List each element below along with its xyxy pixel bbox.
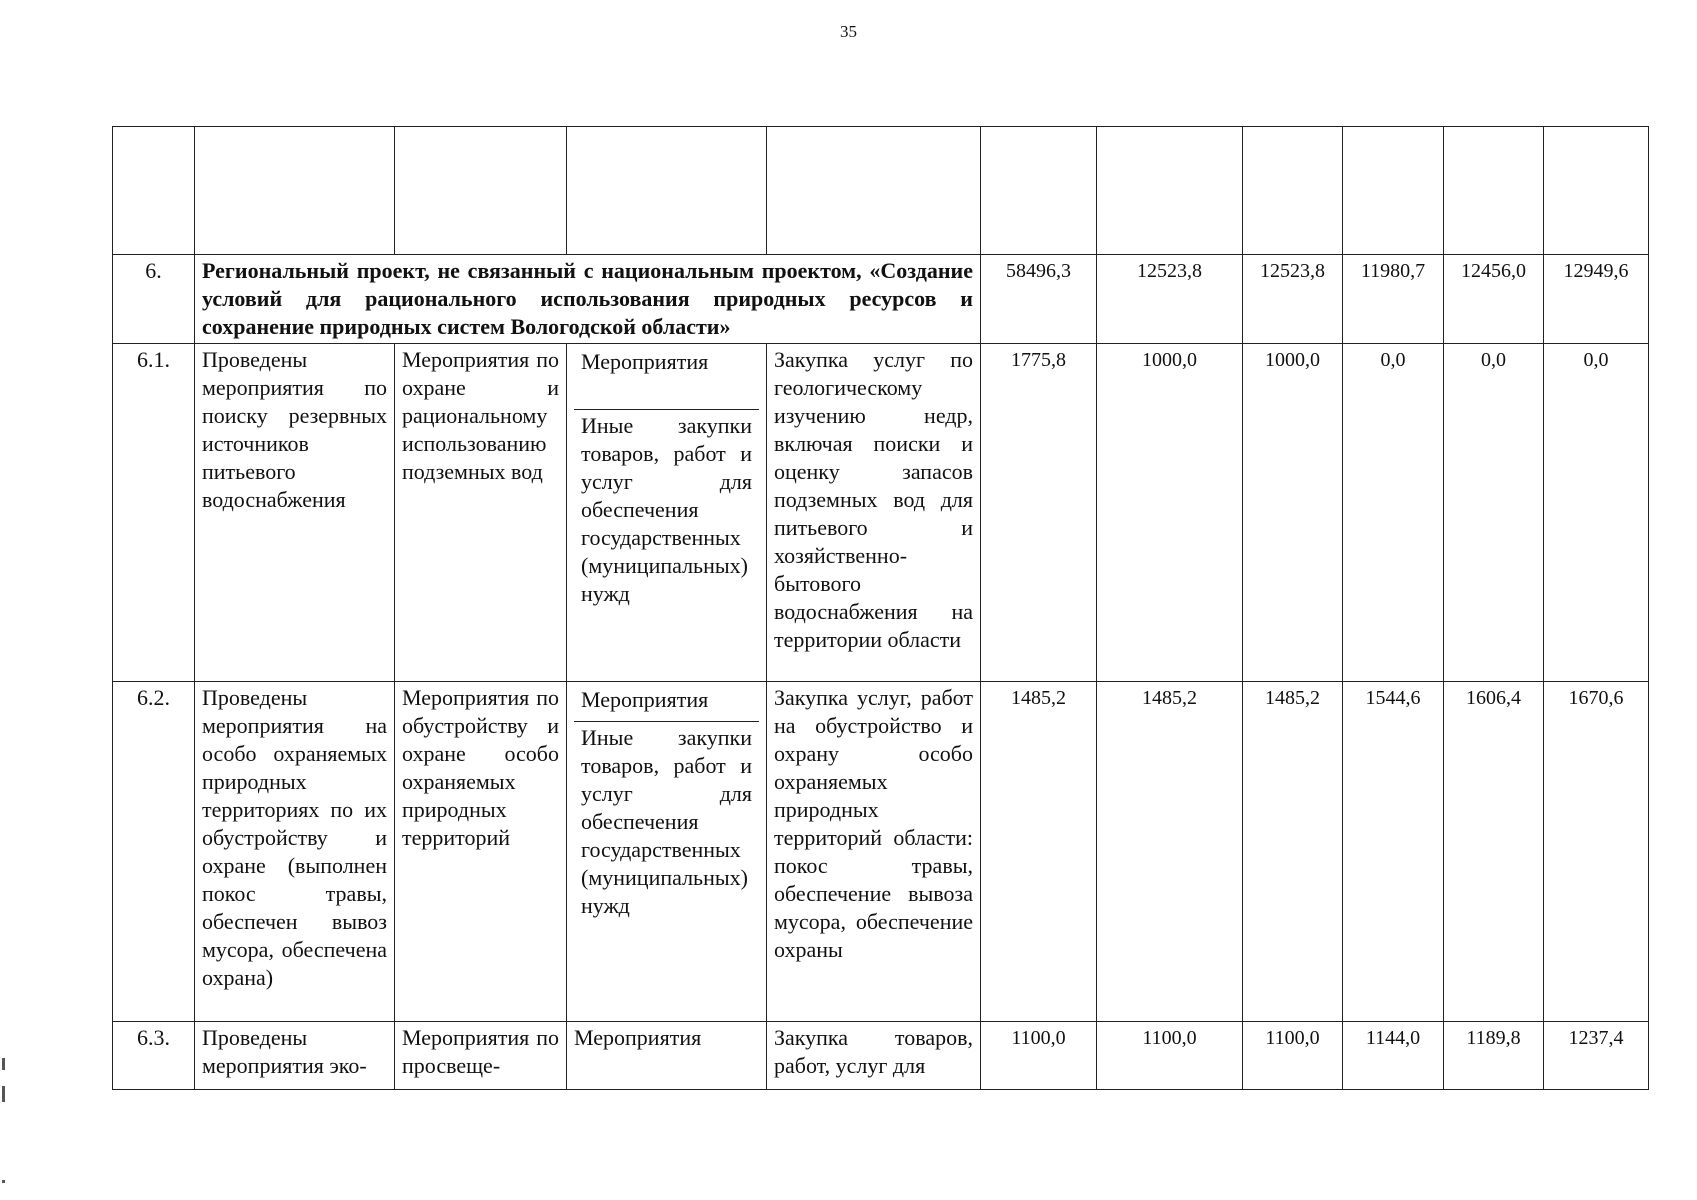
value-cell: 1189,8	[1444, 1022, 1544, 1090]
expense-type-top: Мероприятия	[574, 346, 759, 410]
measure-cell: Мероприятия по обустройству и охране особо охраняемых природных территорий	[395, 682, 567, 1022]
table-row	[113, 1022, 1649, 1090]
description-cell: Закупка услуг, работ на обустройство и охрану особо охраняемых природных территорий области: покос травы, обеспечение вывоза мусора, обеспечение охраны	[767, 682, 981, 1022]
description-cell: Закупка услуг по геологическому изучению недр, включая поиски и оценку запасов подземных вод для питьевого и хозяйственно-бытового водоснабжения на территории области	[767, 344, 981, 682]
value-cell: 0,0	[1544, 344, 1649, 682]
value-cell: 12523,8	[1097, 255, 1243, 344]
margin-mark	[2, 1058, 5, 1070]
value-cell: 1000,0	[1243, 344, 1343, 682]
section-title: Региональный проект, не связанный с национальным проектом, «Создание условий для рационального использования природных ресурсов и сохранение природных систем Вологодской области»	[195, 255, 981, 344]
value-cell: 1100,0	[1243, 1022, 1343, 1090]
value-cell: 1485,2	[981, 682, 1097, 1022]
expense-type-cell	[567, 344, 767, 682]
margin-mark	[2, 1086, 5, 1102]
result-cell: Проведены мероприятия по поиску резервных источников питьевого водоснабжения	[195, 344, 395, 682]
value-cell: 1144,0	[1343, 1022, 1444, 1090]
value-cell: 0,0	[1444, 344, 1544, 682]
value-cell: 1670,6	[1544, 682, 1649, 1022]
page-number: 35	[840, 22, 857, 41]
result-cell: Проведены мероприятия эко-	[195, 1022, 395, 1090]
expense-type-cell: Мероприятия	[567, 1022, 767, 1090]
value-cell: 58496,3	[981, 255, 1097, 344]
value-cell: 1100,0	[1097, 1022, 1243, 1090]
measure-cell: Мероприятия по просвеще-	[395, 1022, 567, 1090]
measure-cell: Мероприятия по охране и рациональному использованию подземных вод	[395, 344, 567, 682]
expense-type-top: Мероприятия	[574, 684, 759, 722]
value-cell: 0,0	[1343, 344, 1444, 682]
row-number: 6.3.	[113, 1022, 195, 1090]
value-cell: 1485,2	[1097, 682, 1243, 1022]
section-row-6	[113, 255, 1649, 344]
table-row	[113, 344, 1649, 682]
value-cell: 1100,0	[981, 1022, 1097, 1090]
value-cell: 12949,6	[1544, 255, 1649, 344]
row-number: 6.1.	[113, 344, 195, 682]
continuation-header-row	[113, 127, 1649, 255]
value-cell: 1775,8	[981, 344, 1097, 682]
description-cell: Закупка товаров, работ, услуг для	[767, 1022, 981, 1090]
expense-type-bottom: Иные закупки товаров, работ и услуг для обеспечения государственных (муниципальных) нужд	[581, 725, 752, 918]
value-cell: 1000,0	[1097, 344, 1243, 682]
expense-type-cell	[567, 682, 767, 1022]
value-cell: 1237,4	[1544, 1022, 1649, 1090]
value-cell: 1485,2	[1243, 682, 1343, 1022]
value-cell: 11980,7	[1343, 255, 1444, 344]
result-cell: Проведены мероприятия на особо охраняемых природных территориях по их обустройству и охране (выполнен покос травы, обеспечен вывоз мусора, обеспечена охрана)	[195, 682, 395, 1022]
expense-type-bottom: Иные закупки товаров, работ и услуг для обеспечения государственных (муниципальных) нужд	[581, 413, 752, 606]
row-number: 6.2.	[113, 682, 195, 1022]
value-cell: 12456,0	[1444, 255, 1544, 344]
row-number: 6.	[113, 255, 195, 344]
value-cell: 1544,6	[1343, 682, 1444, 1022]
margin-mark	[2, 1180, 5, 1183]
expenditure-table	[112, 126, 1649, 1090]
value-cell: 12523,8	[1243, 255, 1343, 344]
value-cell: 1606,4	[1444, 682, 1544, 1022]
table-row	[113, 682, 1649, 1022]
